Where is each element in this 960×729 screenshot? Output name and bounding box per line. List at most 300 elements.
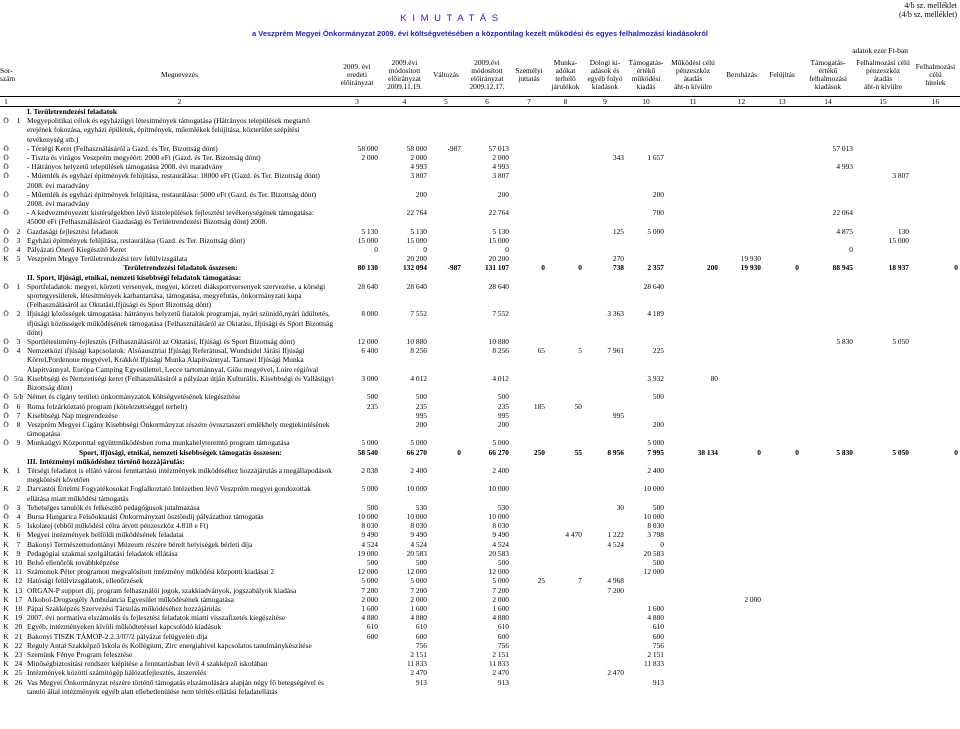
header-cell: Dologi ki- adások és egyéb folyó kiadások xyxy=(587,58,623,91)
amount-cell: 20 583 xyxy=(406,548,427,558)
amount-cell xyxy=(626,586,666,595)
amount-cell xyxy=(429,236,463,245)
amount-cell: 500 xyxy=(366,557,378,567)
amount-cell: 15 000 xyxy=(406,235,427,245)
row-description: Térségi feladatot is ellátó városi fenntartású intézmények működéséhez hozzájárulás a megállapodások megkötését követően xyxy=(27,465,332,485)
row-type: Ö xyxy=(3,438,9,448)
row-description: Ifjúsági közösségek támogatása: hátrányos helyzetű fiatalok programjai, nyári szünidő,nyári üdültetés, ifjúsági közösségek működésének támogatása (Felhasználásáról az Oktatási, Ifjúsági és Sport Bizottság dönt) xyxy=(27,309,334,337)
row-description: Kisebbségi Nap megrendezése xyxy=(27,410,118,420)
amount-cell: 530 xyxy=(497,502,509,512)
amount-cell: 10 000 xyxy=(357,511,378,521)
amount-cell xyxy=(801,171,855,189)
amount-cell: 500 xyxy=(415,557,427,567)
amount-cell xyxy=(763,466,801,484)
amount-cell xyxy=(666,337,720,346)
amount-cell xyxy=(763,503,801,512)
amount-cell xyxy=(584,613,626,622)
amount-cell xyxy=(511,503,547,512)
amount-cell xyxy=(911,567,960,576)
amount-cell xyxy=(855,576,911,585)
amount-cell xyxy=(720,466,763,484)
amount-cell xyxy=(626,668,666,677)
row-description: - Műemlék és egyházi építmények felújítása, restaurálása: 18000 eFt (Gazd. és Ter. Bizottság dönt) 2008. évi maradvány xyxy=(27,171,320,190)
row-number xyxy=(12,171,25,189)
amount-cell xyxy=(763,678,801,696)
amount-cell: 3 798 xyxy=(647,530,664,540)
amount-cell xyxy=(801,641,855,650)
row-description: II. Sport, ifjúsági, etnikai, nemzeti kisebbségi feladatok támogatása: xyxy=(27,272,242,282)
amount-cell: 0 xyxy=(757,447,761,457)
amount-cell xyxy=(855,374,911,392)
amount-cell xyxy=(855,613,911,622)
row-description: - Hátrányos helyzetű települések támogatása 2008. évi maradvány xyxy=(27,162,223,172)
amount-cell xyxy=(666,116,720,144)
amount-cell xyxy=(763,521,801,530)
amount-cell xyxy=(429,650,463,659)
amount-cell: 8 030 xyxy=(647,521,664,531)
amount-cell xyxy=(584,521,626,530)
amount-cell xyxy=(511,190,547,208)
row-number xyxy=(12,107,25,116)
amount-cell xyxy=(763,549,801,558)
row-number: 11 xyxy=(14,567,23,577)
amount-cell xyxy=(666,659,720,668)
amount-cell: 530 xyxy=(415,502,427,512)
row-type: Ö xyxy=(3,208,9,218)
amount-cell: 8 256 xyxy=(492,346,509,356)
amount-cell xyxy=(911,392,960,401)
amount-cell xyxy=(855,402,911,411)
amount-cell xyxy=(626,116,666,144)
amount-cell xyxy=(547,521,584,530)
row-description: Bakonyi Természettudományi Múzeum részére bérelt helyiségek bérleti díja xyxy=(27,539,253,549)
amount-cell: 4 993 xyxy=(836,162,853,172)
row-type: K xyxy=(3,521,9,531)
amount-cell: 913 xyxy=(652,677,664,687)
amount-cell xyxy=(911,604,960,613)
amount-cell: 8 030 xyxy=(492,521,509,531)
amount-cell xyxy=(547,337,584,346)
column-number: 10 xyxy=(626,97,666,107)
row-number: 5 xyxy=(16,521,21,531)
amount-cell: 600 xyxy=(415,631,427,641)
amount-cell xyxy=(911,512,960,521)
amount-cell xyxy=(511,438,547,447)
amount-cell xyxy=(801,659,855,668)
amount-cell: 5 000 xyxy=(492,438,509,448)
amount-cell xyxy=(511,374,547,392)
amount-cell xyxy=(511,622,547,631)
row-number: 19 xyxy=(14,613,23,623)
row-description: I. Területrendezési feladatok xyxy=(27,107,117,116)
amount-cell xyxy=(511,227,547,236)
amount-cell: 9 490 xyxy=(361,530,378,540)
amount-cell: 4 993 xyxy=(410,162,427,172)
amount-cell xyxy=(429,171,463,189)
amount-cell xyxy=(511,144,547,153)
amount-cell xyxy=(763,567,801,576)
amount-cell: 2 000 xyxy=(492,153,509,163)
amount-cell: 4 524 xyxy=(607,539,624,549)
row-number: 2 xyxy=(16,484,21,494)
amount-cell xyxy=(911,521,960,530)
amount-cell xyxy=(547,622,584,631)
header-labels-row xyxy=(0,54,960,97)
row-description: Sport, ifjúsági, etnikai, nemzeti kisebbségek támogatás összesen: xyxy=(78,447,283,457)
amount-cell xyxy=(429,622,463,631)
row-description: 2007. évi normatíva elszámolás és fejlesztési feladatok miatti visszafizetés kiegészítése xyxy=(27,613,286,623)
amount-cell xyxy=(666,641,720,650)
amount-cell xyxy=(429,558,463,567)
table-row xyxy=(0,282,960,310)
amount-cell xyxy=(720,309,763,337)
amount-cell xyxy=(720,632,763,641)
amount-cell xyxy=(720,668,763,677)
amount-cell xyxy=(855,632,911,641)
amount-cell: -987 xyxy=(447,143,461,153)
amount-cell xyxy=(511,567,547,576)
amount-cell xyxy=(911,162,960,171)
amount-cell xyxy=(911,622,960,631)
amount-cell xyxy=(801,411,855,420)
amount-cell xyxy=(666,622,720,631)
amount-cell: -987 xyxy=(447,263,461,273)
column-number: 6 xyxy=(463,97,511,107)
amount-cell xyxy=(801,678,855,696)
amount-cell xyxy=(763,116,801,144)
amount-cell xyxy=(547,153,584,162)
amount-cell: 2 000 xyxy=(361,594,378,604)
amount-cell: 0 xyxy=(541,263,545,273)
row-description: Reguly Antal Szakképző Iskola és Kollégium, Zirc energiahivel kapcsolatos tanulmánykészítése xyxy=(27,640,312,650)
amount-cell xyxy=(584,374,626,392)
amount-cell: 130 xyxy=(897,226,909,236)
amount-cell xyxy=(801,392,855,401)
amount-cell: 7 200 xyxy=(492,585,509,595)
amount-cell xyxy=(429,613,463,622)
amount-cell xyxy=(855,586,911,595)
amount-cell: 132 094 xyxy=(402,263,427,273)
amount-cell: 10 000 xyxy=(488,511,509,521)
amount-cell xyxy=(666,282,720,310)
row-number: 20 xyxy=(14,622,23,632)
amount-cell xyxy=(855,392,911,401)
amount-cell xyxy=(763,190,801,208)
amount-cell xyxy=(763,595,801,604)
amount-cell xyxy=(911,466,960,484)
amount-cell: 125 xyxy=(612,226,624,236)
amount-cell: 0 xyxy=(660,539,664,549)
amount-cell: 57 013 xyxy=(488,143,509,153)
table-row xyxy=(0,576,960,585)
amount-cell xyxy=(855,116,911,144)
column-number: 3 xyxy=(334,97,380,107)
amount-cell xyxy=(911,245,960,254)
amount-cell xyxy=(429,521,463,530)
header-cell: Sor- szám xyxy=(0,66,16,83)
amount-cell xyxy=(547,227,584,236)
row-description: Alkohol-Drogsegély Ambulancia Egyesület működésének támogatása xyxy=(27,594,234,604)
row-number: 4 xyxy=(16,511,21,521)
header-cell: Támogatás- értékű működési kiadás xyxy=(628,58,664,91)
table-row xyxy=(0,337,960,346)
amount-cell xyxy=(547,668,584,677)
row-number: 3 xyxy=(16,502,21,512)
amount-cell xyxy=(911,227,960,236)
amount-cell xyxy=(584,245,626,254)
column-number: 15 xyxy=(855,97,911,107)
amount-cell: 4 880 xyxy=(492,613,509,623)
amount-cell: 2 400 xyxy=(492,465,509,475)
amount-cell: 7 552 xyxy=(492,309,509,319)
row-description: Sportfeladatok: megyei, körzeti versenyek, megyei, körzeti diáksportversenyek szervezése, a körségi sportegyesületek, létesítmények karbantartása, támogatása, megyefutás, önkormányzati kupa (Felhasználásáról az Oktatási,Ifjúsági és Sport Bizottság dönt) xyxy=(27,281,326,310)
amount-cell xyxy=(911,411,960,420)
amount-cell xyxy=(584,190,626,208)
table-row xyxy=(0,567,960,576)
amount-cell: 500 xyxy=(652,392,664,402)
row-type: K xyxy=(3,484,9,494)
amount-cell xyxy=(429,512,463,521)
amount-cell: 5 000 xyxy=(361,484,378,494)
row-number: 5/a xyxy=(13,373,24,383)
amount-cell xyxy=(626,337,666,346)
amount-cell: 5 050 xyxy=(892,447,909,457)
amount-cell xyxy=(463,116,511,144)
row-description: Hatósági felülvizsgálatok, ellenőrzések xyxy=(27,576,143,586)
amount-cell: 0 xyxy=(954,447,958,457)
row-type: Ö xyxy=(3,419,9,429)
amount-cell: 995 xyxy=(612,410,624,420)
amount-cell: 756 xyxy=(652,640,664,650)
amount-cell xyxy=(801,586,855,595)
amount-cell xyxy=(547,374,584,392)
amount-cell xyxy=(763,208,801,226)
amount-cell xyxy=(855,144,911,153)
amount-cell xyxy=(763,107,801,116)
row-number: 17 xyxy=(14,594,23,604)
table-row xyxy=(0,558,960,567)
amount-cell xyxy=(911,116,960,144)
row-type xyxy=(0,263,12,272)
row-number: 24 xyxy=(14,659,23,669)
amount-cell xyxy=(666,650,720,659)
amount-cell xyxy=(763,613,801,622)
table-row xyxy=(0,208,960,226)
amount-cell xyxy=(911,282,960,310)
amount-cell: 5 130 xyxy=(492,226,509,236)
row-type: Ö xyxy=(3,153,9,163)
amount-cell xyxy=(855,604,911,613)
row-type: K xyxy=(3,594,9,604)
amount-cell: 2 000 xyxy=(744,594,761,604)
header-cell: Beruházás xyxy=(726,70,757,79)
column-number: 7 xyxy=(511,97,547,107)
section-heading-row xyxy=(0,107,960,116)
row-number: 8 xyxy=(16,419,21,429)
amount-cell: 2 000 xyxy=(410,594,427,604)
amount-cell xyxy=(666,254,720,263)
header-cell: Felhalmozási célú pénzeszköz átadás áht-n kívülre xyxy=(856,58,910,91)
row-description: Szemünk Fénye Program felesztése xyxy=(27,649,133,659)
amount-cell xyxy=(626,162,666,171)
amount-cell: 12 000 xyxy=(357,567,378,577)
amount-cell xyxy=(584,678,626,696)
amount-cell xyxy=(511,632,547,641)
table-row xyxy=(0,466,960,484)
amount-cell: 738 xyxy=(612,263,624,273)
amount-cell xyxy=(584,144,626,153)
amount-cell: 4 968 xyxy=(607,576,624,586)
amount-cell xyxy=(801,346,855,374)
amount-cell xyxy=(584,549,626,558)
amount-cell xyxy=(801,540,855,549)
amount-cell: 28 640 xyxy=(643,281,664,291)
row-description: Egyéb, intézményeken kívüli működtetéssel kapcsolódó kiadások xyxy=(27,622,222,632)
amount-cell xyxy=(666,402,720,411)
amount-cell xyxy=(626,273,666,282)
amount-cell: 4 993 xyxy=(492,162,509,172)
amount-cell xyxy=(855,595,911,604)
amount-cell xyxy=(547,116,584,144)
amount-cell xyxy=(801,530,855,539)
amount-cell: 200 xyxy=(415,189,427,199)
row-description: Minőségbiztosítási rendszer kiépítése a fenntartásban lévő 4 szakképző iskolában xyxy=(27,659,268,669)
table-row xyxy=(0,613,960,622)
amount-cell xyxy=(511,613,547,622)
column-number: 4 xyxy=(380,97,429,107)
amount-cell xyxy=(720,208,763,226)
amount-cell xyxy=(801,309,855,337)
amount-cell xyxy=(763,337,801,346)
amount-cell xyxy=(584,641,626,650)
section-heading-row xyxy=(0,273,960,282)
amount-cell xyxy=(763,171,801,189)
amount-cell: 200 xyxy=(415,419,427,429)
amount-cell xyxy=(911,641,960,650)
amount-cell xyxy=(511,273,547,282)
amount-cell xyxy=(720,411,763,420)
amount-cell xyxy=(429,402,463,411)
row-description: Munkaügyi Központtal együttműködésben roma munkahelyteremtő program támogatása xyxy=(27,438,290,448)
amount-cell xyxy=(911,613,960,622)
amount-cell: 2 151 xyxy=(410,649,427,659)
row-type: Ö xyxy=(3,281,9,291)
amount-cell xyxy=(763,641,801,650)
amount-cell: 58 000 xyxy=(406,143,427,153)
amount-cell: 185 xyxy=(533,401,545,411)
amount-cell xyxy=(584,171,626,189)
column-number: 2 xyxy=(25,97,334,107)
header-number-row xyxy=(0,97,960,107)
row-type xyxy=(0,448,12,457)
amount-cell xyxy=(626,411,666,420)
table-row xyxy=(0,678,960,696)
row-number xyxy=(12,162,25,171)
amount-cell xyxy=(911,438,960,447)
amount-cell xyxy=(547,411,584,420)
amount-cell xyxy=(763,309,801,337)
amount-cell xyxy=(720,604,763,613)
amount-cell: 10 000 xyxy=(643,511,664,521)
row-description: Veszprém Megyei Cigány Kisebbségi Önkormányzat részére óvusztaszeri emlékhely megtekintésének támogatása xyxy=(27,419,330,439)
amount-cell xyxy=(626,457,666,466)
amount-cell xyxy=(429,411,463,420)
amount-cell: 3 000 xyxy=(361,373,378,383)
amount-cell: 3 363 xyxy=(607,309,624,319)
amount-cell: 15 000 xyxy=(888,235,909,245)
column-number: 8 xyxy=(547,97,584,107)
table-row xyxy=(0,503,960,512)
amount-cell xyxy=(855,190,911,208)
amount-cell: 913 xyxy=(497,677,509,687)
amount-cell: 131 107 xyxy=(484,263,509,273)
amount-cell xyxy=(911,420,960,438)
amount-cell: 4 012 xyxy=(492,373,509,383)
amount-cell xyxy=(511,549,547,558)
amount-cell xyxy=(763,420,801,438)
row-number: 25 xyxy=(14,668,23,678)
amount-cell xyxy=(547,503,584,512)
amount-cell xyxy=(511,512,547,521)
amount-cell xyxy=(626,254,666,263)
amount-cell xyxy=(626,107,666,116)
amount-cell xyxy=(429,208,463,226)
amount-cell xyxy=(801,567,855,576)
amount-cell: 5 830 xyxy=(836,447,853,457)
amount-cell: 20 200 xyxy=(488,254,509,264)
row-type: Ö xyxy=(3,309,9,319)
row-type: Ö xyxy=(3,162,9,172)
amount-cell xyxy=(547,107,584,116)
amount-cell xyxy=(547,282,584,310)
amount-cell xyxy=(801,374,855,392)
row-number: 1 xyxy=(16,116,21,126)
amount-cell: 5 000 xyxy=(361,576,378,586)
amount-cell xyxy=(911,484,960,502)
row-description: Roma felzárkóztató program (kötelezettséggel terhelt) xyxy=(27,401,188,411)
row-description: Megyepolitikai célok és egyházügyi létesítmények támogatása (Hátrányos települések megtartó erejének fokozása, egyházi épületek, építmények, műemlékek felújítása, közterület szépítési tevékenység stb.) xyxy=(27,116,310,144)
amount-cell xyxy=(666,558,720,567)
amount-cell xyxy=(584,273,626,282)
amount-cell xyxy=(429,392,463,401)
amount-cell: 7 552 xyxy=(410,309,427,319)
row-number: 18 xyxy=(14,603,23,613)
table-row xyxy=(0,374,960,392)
amount-cell: 3 932 xyxy=(647,373,664,383)
amount-cell xyxy=(720,337,763,346)
amount-cell: 3 807 xyxy=(410,171,427,181)
amount-cell xyxy=(547,586,584,595)
amount-cell: 235 xyxy=(366,401,378,411)
amount-cell xyxy=(911,503,960,512)
amount-cell xyxy=(334,208,380,226)
amount-cell xyxy=(429,162,463,171)
amount-cell xyxy=(720,116,763,144)
amount-cell xyxy=(547,236,584,245)
table-row xyxy=(0,346,960,374)
amount-cell xyxy=(720,659,763,668)
amount-cell: 10 000 xyxy=(643,484,664,494)
amount-cell xyxy=(584,107,626,116)
amount-cell: 22 764 xyxy=(488,208,509,218)
amount-cell xyxy=(380,273,429,282)
header-cell: Felhalmozási célú hitelek xyxy=(915,62,956,87)
amount-cell xyxy=(720,558,763,567)
amount-cell xyxy=(666,457,720,466)
amount-cell: 500 xyxy=(652,502,664,512)
amount-cell: 6 400 xyxy=(361,346,378,356)
amount-cell: 500 xyxy=(652,557,664,567)
